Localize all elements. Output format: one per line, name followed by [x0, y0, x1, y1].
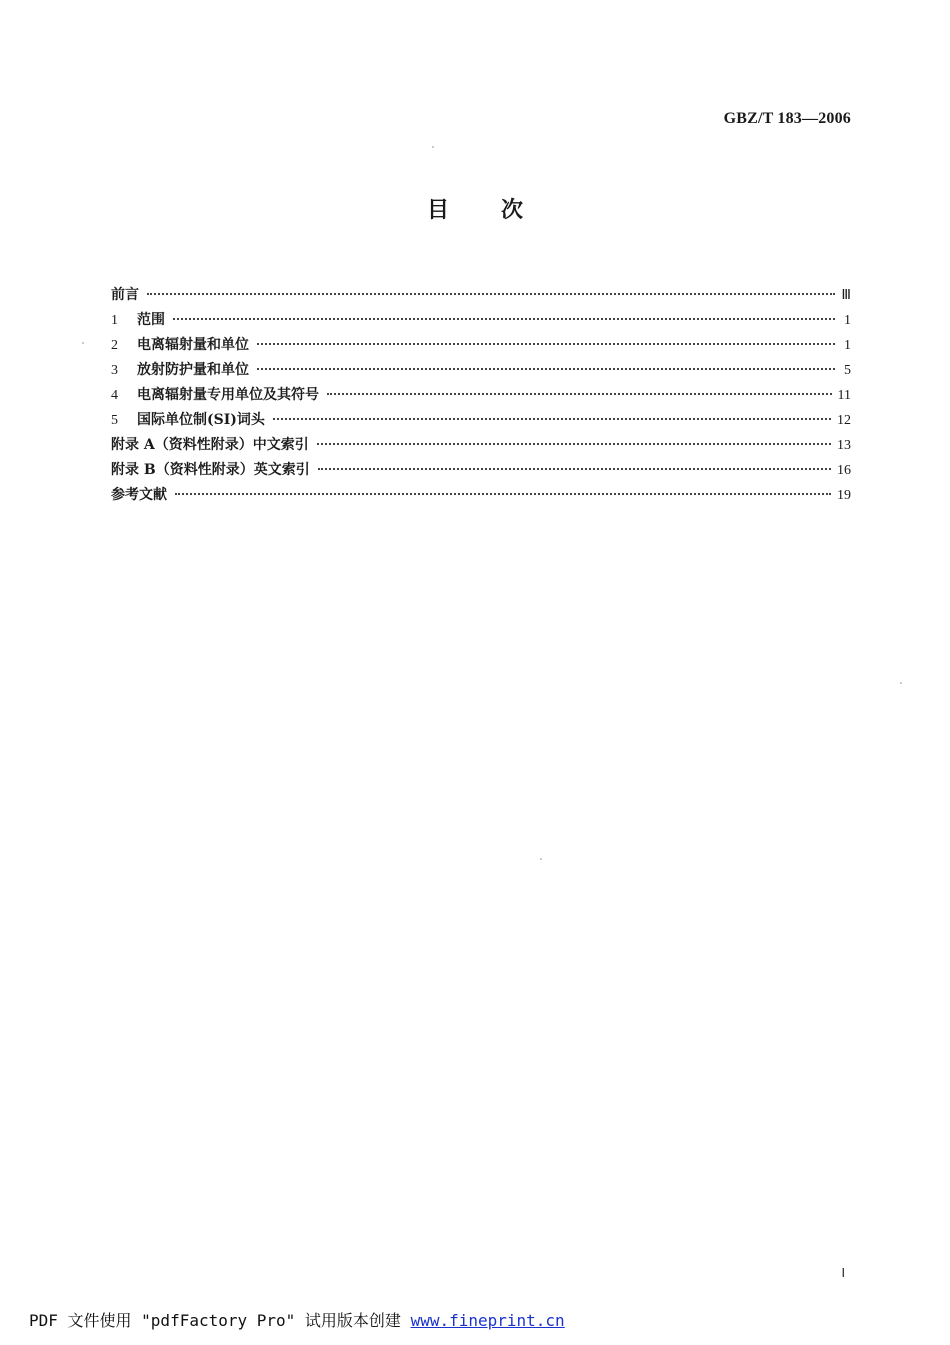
toc-entry-preface[interactable] [111, 284, 851, 309]
toc-leader-dots [257, 343, 835, 345]
toc-entry-label: 范围 [137, 312, 165, 328]
toc-entry-page: 12 [837, 413, 851, 428]
toc-entry-label: 参考文献 [111, 487, 167, 503]
watermark-text: PDF 文件使用 "pdfFactory Pro" 试用版本创建 [29, 1311, 411, 1330]
toc-entry-appendix-b[interactable] [111, 459, 851, 484]
toc-leader-dots [318, 468, 831, 470]
scan-speck [82, 342, 84, 344]
toc-entry-appendix-a[interactable] [111, 434, 851, 459]
toc-title-char-1: 目 [426, 198, 449, 223]
toc-entry-number: 1 [111, 313, 118, 328]
toc-title-char-2: 次 [501, 198, 524, 223]
toc-leader-dots [147, 293, 835, 295]
toc-entry-number: 5 [111, 413, 118, 428]
toc-entry-page: 11 [837, 388, 851, 403]
toc-entry-3[interactable] [111, 359, 851, 384]
watermark-link[interactable]: www.fineprint.cn [410, 1311, 565, 1330]
table-of-contents [111, 284, 851, 509]
pdf-watermark [29, 1308, 565, 1331]
toc-leader-dots [317, 443, 831, 445]
page-number: Ⅰ [841, 1266, 845, 1280]
toc-leader-dots [327, 393, 832, 395]
toc-entry-label: 前言 [111, 287, 139, 303]
toc-leader-dots [173, 318, 835, 320]
toc-title [0, 193, 950, 224]
toc-entry-page: 19 [837, 488, 851, 503]
scan-speck [540, 858, 542, 860]
toc-entry-page: 1 [844, 313, 851, 328]
toc-entry-page: Ⅲ [841, 288, 851, 303]
toc-entry-page: 1 [844, 338, 851, 353]
scan-speck [900, 682, 902, 684]
toc-entry-label: 电离辐射量专用单位及其符号 [137, 387, 319, 403]
toc-entry-references[interactable] [111, 484, 851, 509]
toc-entry-page: 16 [837, 463, 851, 478]
toc-entry-label: 国际单位制(SI)词头 [137, 412, 265, 428]
toc-leader-dots [175, 493, 831, 495]
toc-entry-5[interactable] [111, 409, 851, 434]
toc-entry-4[interactable] [111, 384, 851, 409]
standard-code: GBZ/T 183—2006 [723, 110, 851, 127]
toc-entry-2[interactable] [111, 334, 851, 359]
scan-speck [432, 146, 434, 148]
toc-entry-number: 2 [111, 338, 118, 353]
toc-leader-dots [257, 368, 835, 370]
toc-entry-label: 附录 A（资料性附录）中文索引 [111, 437, 309, 453]
toc-entry-number: 3 [111, 363, 118, 378]
toc-leader-dots [273, 418, 831, 420]
toc-entry-label: 放射防护量和单位 [137, 362, 249, 378]
toc-entry-label: 电离辐射量和单位 [137, 337, 249, 353]
toc-entry-number: 4 [111, 388, 118, 403]
toc-entry-page: 5 [844, 363, 851, 378]
toc-entry-page: 13 [837, 438, 851, 453]
toc-entry-1[interactable] [111, 309, 851, 334]
toc-entry-label: 附录 B（资料性附录）英文索引 [111, 462, 310, 478]
